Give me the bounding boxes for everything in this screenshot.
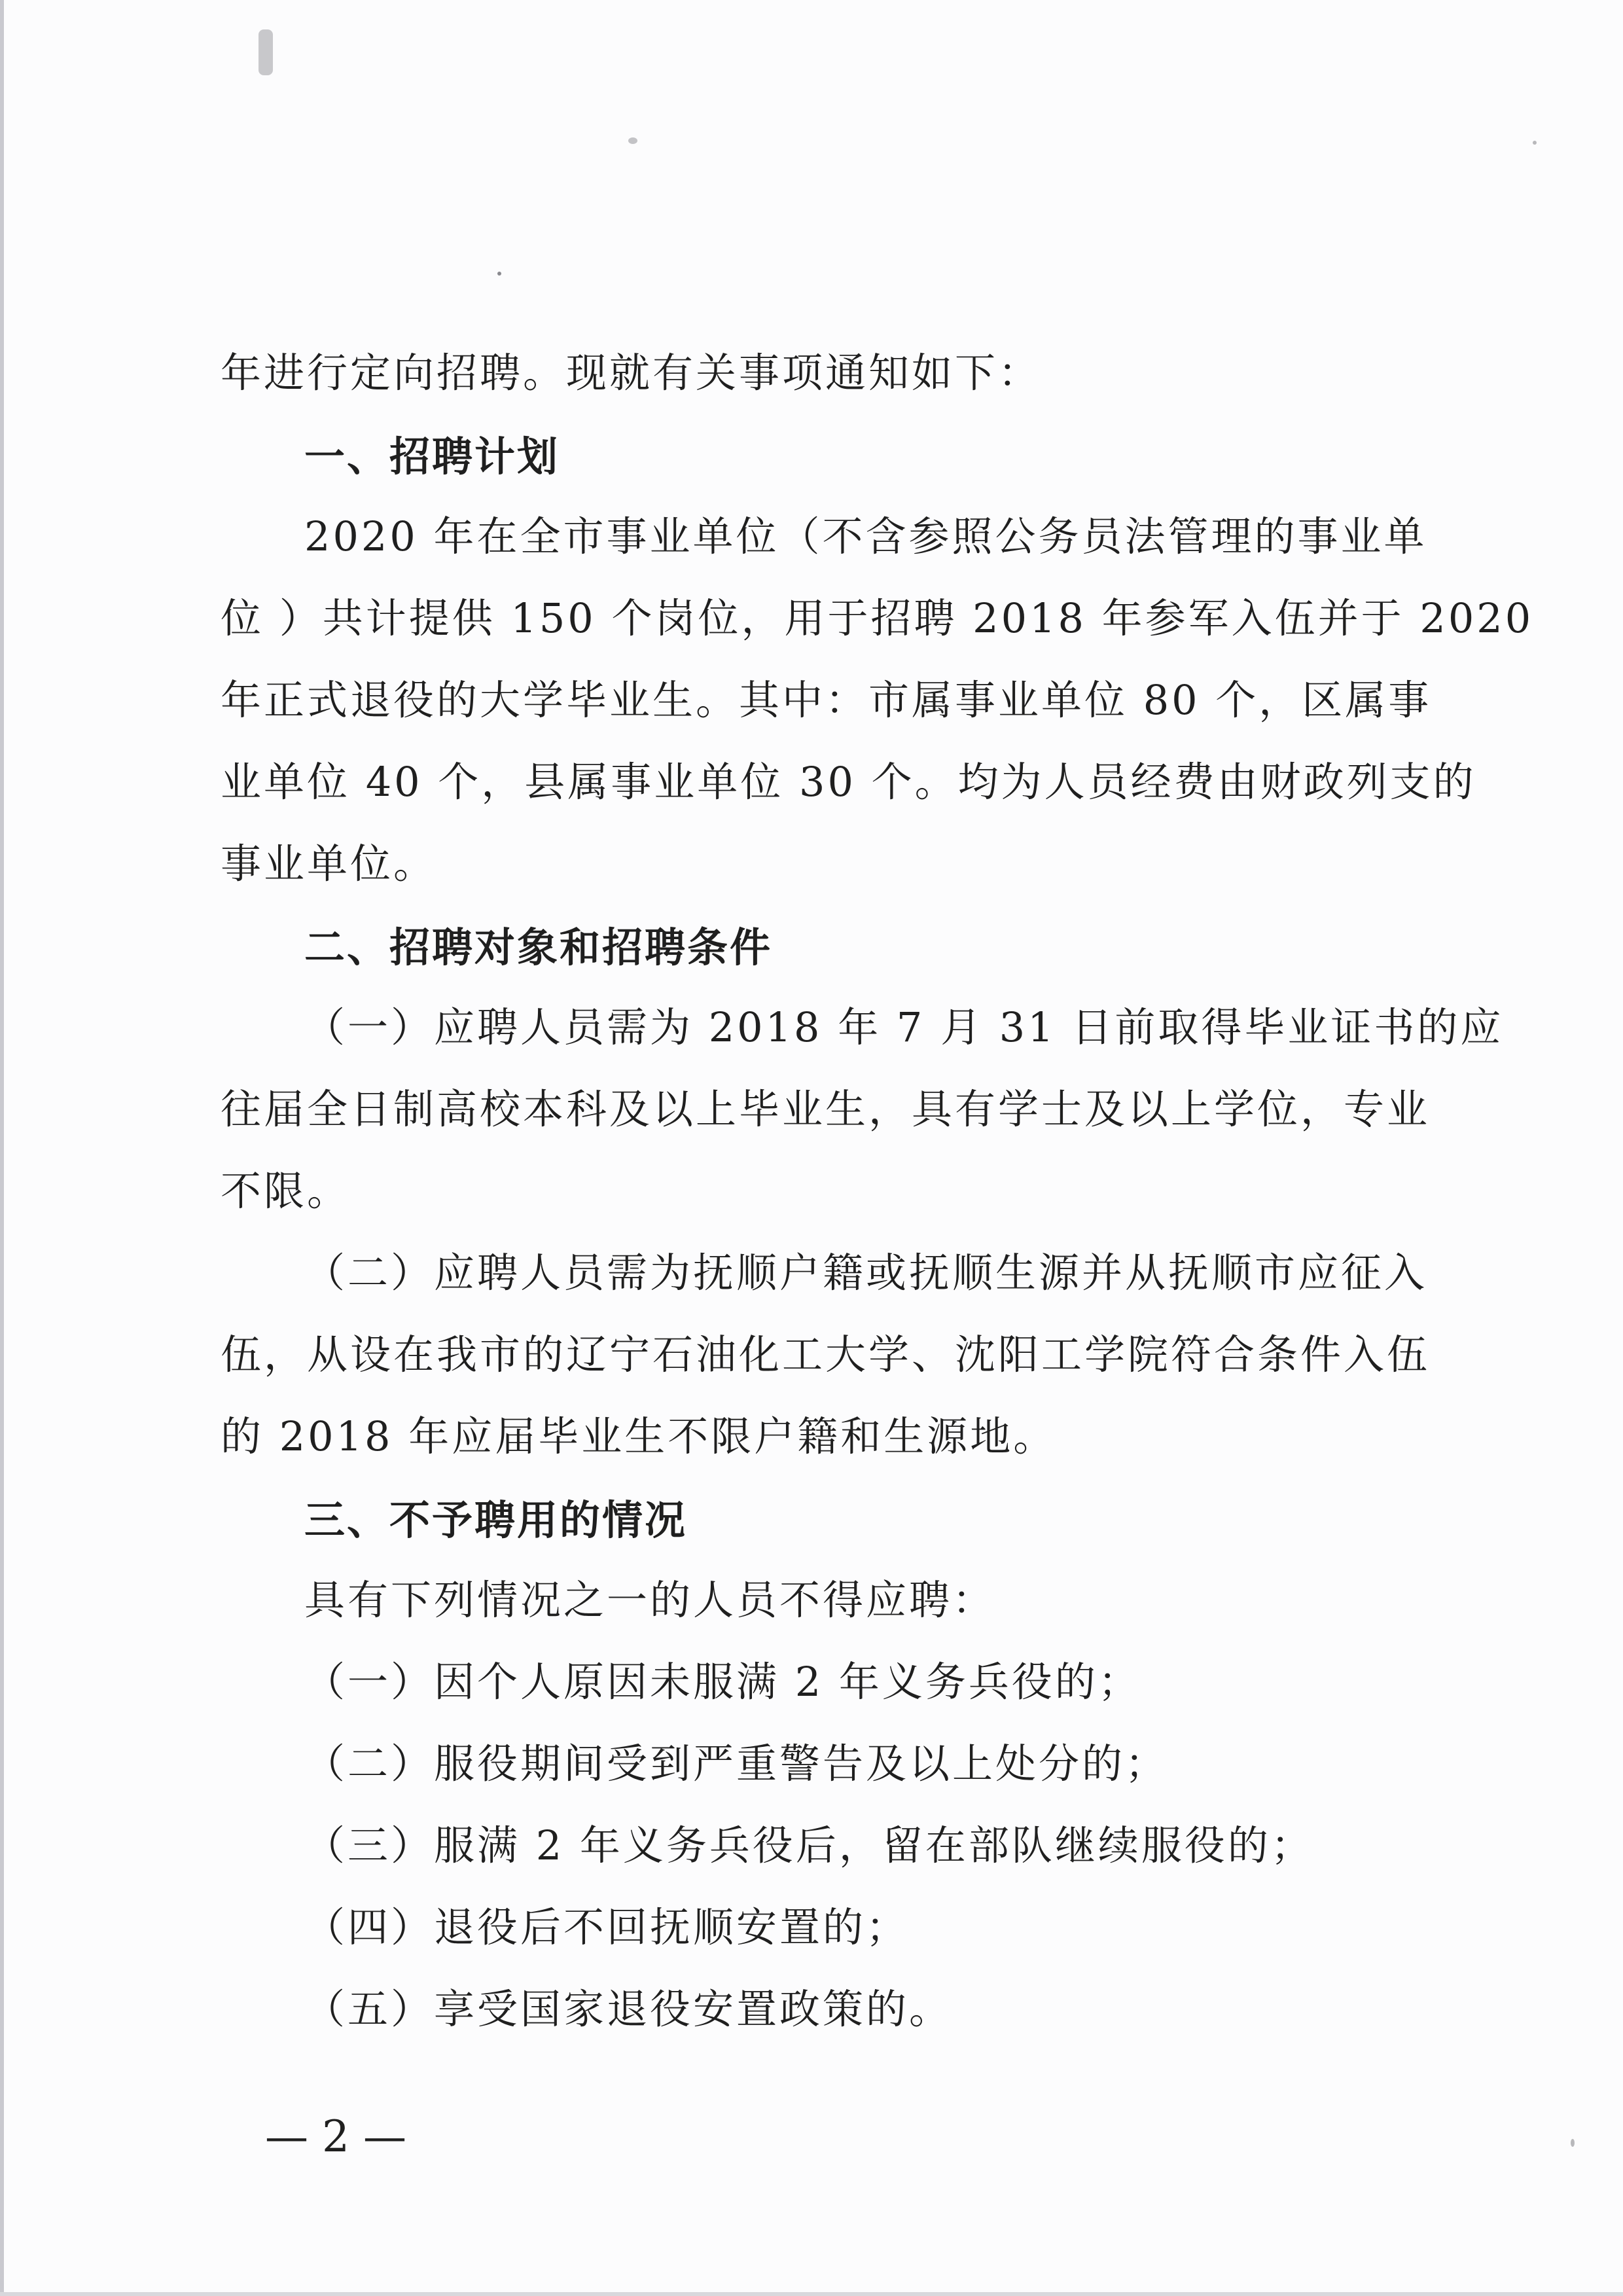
body-line: 2020 年在全市事业单位（不含参照公务员法管理的事业单 xyxy=(304,512,1427,560)
list-item: （五）享受国家退役安置政策的。 xyxy=(304,1985,953,2033)
body-line: 事业单位。 xyxy=(221,840,437,888)
page-number: — 2 — xyxy=(265,2111,406,2162)
body-line: 年进行定向招聘。现就有关事项通知如下： xyxy=(221,349,1042,397)
list-item: （二）服役期间受到严重警告及以上处分的； xyxy=(304,1740,1169,1787)
list-item: （一）因个人原因未服满 2 年义务兵役的； xyxy=(304,1658,1141,1706)
scan-edge-bottom xyxy=(0,2292,1623,2296)
scan-speck xyxy=(1533,141,1537,145)
list-item: （三）服满 2 年义务兵役后，留在部队继续服役的； xyxy=(304,1821,1314,1869)
scan-edge-left xyxy=(0,0,4,2296)
body-line: 的 2018 年应届毕业生不限户籍和生源地。 xyxy=(221,1412,1057,1460)
body-line: 不限。 xyxy=(221,1167,351,1215)
section-heading-recruitment-plan: 一、招聘计划 xyxy=(304,433,560,480)
body-line: 伍，从设在我市的辽宁石油化工大学、沈阳工学院符合条件入伍 xyxy=(221,1331,1431,1378)
section-heading-disqualifications: 三、不予聘用的情况 xyxy=(304,1496,688,1544)
scan-speck xyxy=(259,29,273,75)
body-line: 年正式退役的大学毕业生。其中：市属事业单位 80 个，区属事 xyxy=(221,676,1432,724)
scan-speck xyxy=(628,137,637,144)
body-line: （一）应聘人员需为 2018 年 7 月 31 日前取得毕业证书的应 xyxy=(304,1003,1504,1051)
section-heading-recruitment-targets: 二、招聘对象和招聘条件 xyxy=(304,924,773,971)
body-line: 业单位 40 个，县属事业单位 30 个。均为人员经费由财政列支的 xyxy=(221,758,1476,806)
scan-speck xyxy=(497,272,501,276)
body-line: 往届全日制高校本科及以上毕业生，具有学士及以上学位，专业 xyxy=(221,1085,1431,1133)
body-line: 位 ）共计提供 150 个岗位，用于招聘 2018 年参军入伍并于 2020 xyxy=(221,594,1534,642)
scan-speck xyxy=(1571,2139,1575,2147)
body-line: 具有下列情况之一的人员不得应聘： xyxy=(304,1576,996,1624)
body-line: （二）应聘人员需为抚顺户籍或抚顺生源并从抚顺市应征入 xyxy=(304,1249,1428,1297)
list-item: （四）退役后不回抚顺安置的； xyxy=(304,1903,910,1951)
